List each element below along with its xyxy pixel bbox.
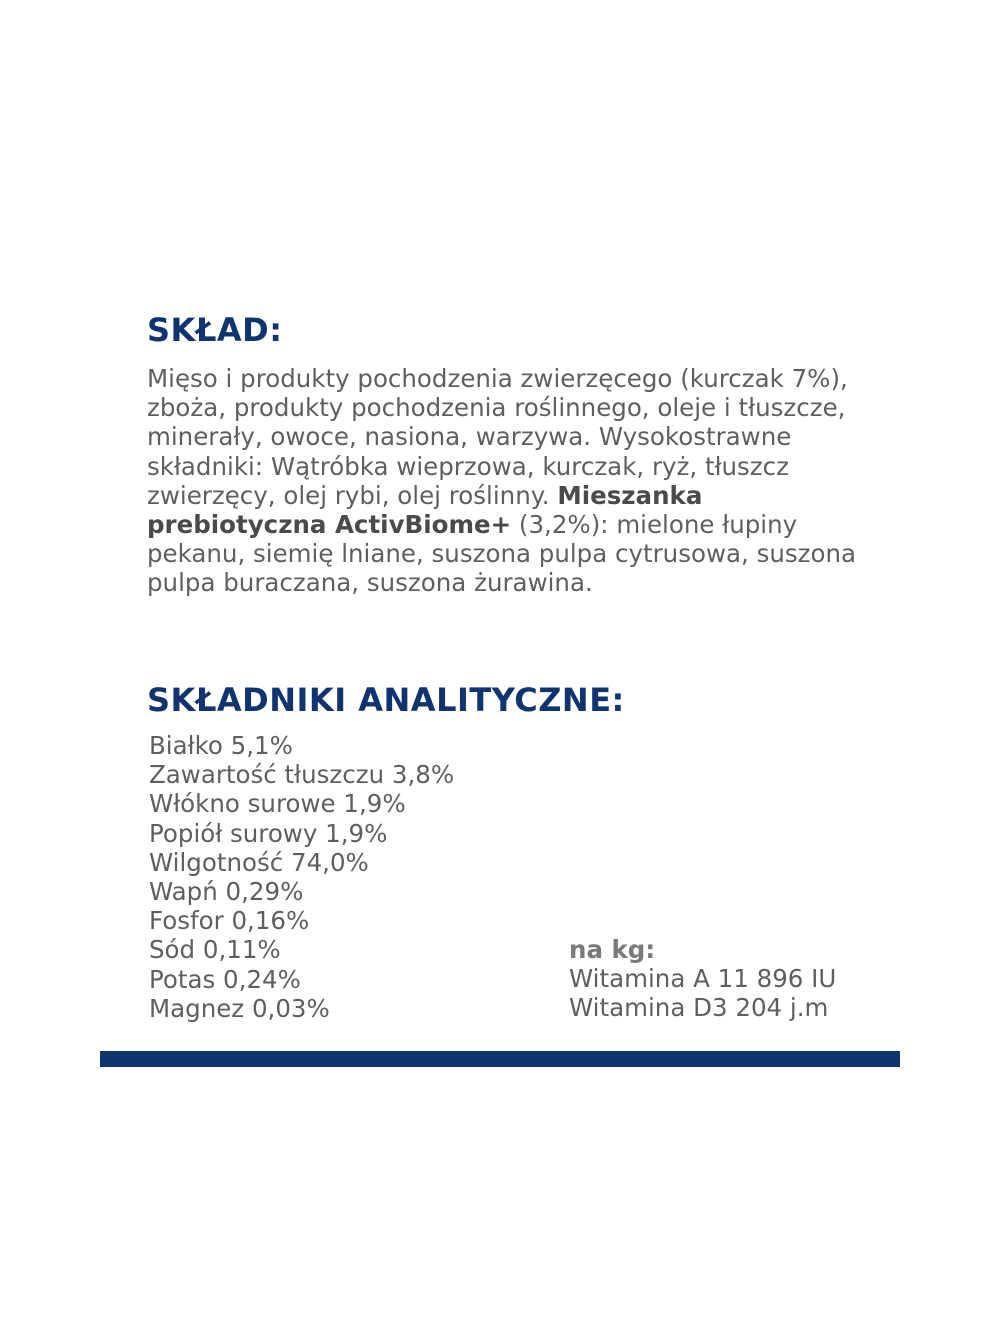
- analytic-item-potassium: Potas 0,24%: [149, 964, 301, 994]
- composition-text: [147, 364, 887, 598]
- analytic-heading: SKŁADNIKI ANALITYCZNE:: [147, 681, 625, 719]
- analytic-item-ash: Popiół surowy 1,9%: [149, 818, 388, 848]
- per-kg-section: [569, 935, 836, 1023]
- composition-text-part2: (3,2%): mielone łupiny pekanu, siemię lniane, suszona pulpa cytrusowa, suszona pulpa buraczana, suszona żurawina.: [147, 510, 857, 598]
- per-kg-item-vitamin-d3: Witamina D3 204 j.m: [569, 993, 829, 1023]
- divider-bar: [100, 1051, 900, 1067]
- analytic-item-fat: Zawartość tłuszczu 3,8%: [149, 760, 455, 790]
- analytic-item-sodium: Sód 0,11%: [149, 935, 281, 965]
- analytic-item-magnesium: Magnez 0,03%: [149, 993, 330, 1023]
- per-kg-label: na kg:: [569, 935, 656, 964]
- analytic-item-protein: Białko 5,1%: [149, 731, 293, 760]
- analytic-list: [149, 731, 454, 1023]
- analytic-item-calcium: Wapń 0,29%: [149, 877, 304, 907]
- analytic-item-moisture: Wilgotność 74,0%: [149, 847, 369, 877]
- composition-text-part1: Mięso i produkty pochodzenia zwierzęcego (kurczak 7%), zboża, produkty pochodzenia roślinnego, oleje i tłuszcze, minerały, owoce, nasiona, warzywa. Wysokostrawne składniki: Wątróbka wieprzowa, kurczak, ryż, tłuszcz zwierzęcy, olej rybi, olej roślinny.: [147, 364, 848, 510]
- analytic-item-fibre: Włókno surowe 1,9%: [149, 789, 406, 819]
- composition-text-bold: Mieszanka prebiotyczna ActivBiome+: [147, 480, 703, 540]
- composition-heading: SKŁAD:: [147, 311, 283, 349]
- analytic-item-phosphorus: Fosfor 0,16%: [149, 906, 310, 936]
- per-kg-item-vitamin-a: Witamina A 11 896 IU: [569, 964, 837, 994]
